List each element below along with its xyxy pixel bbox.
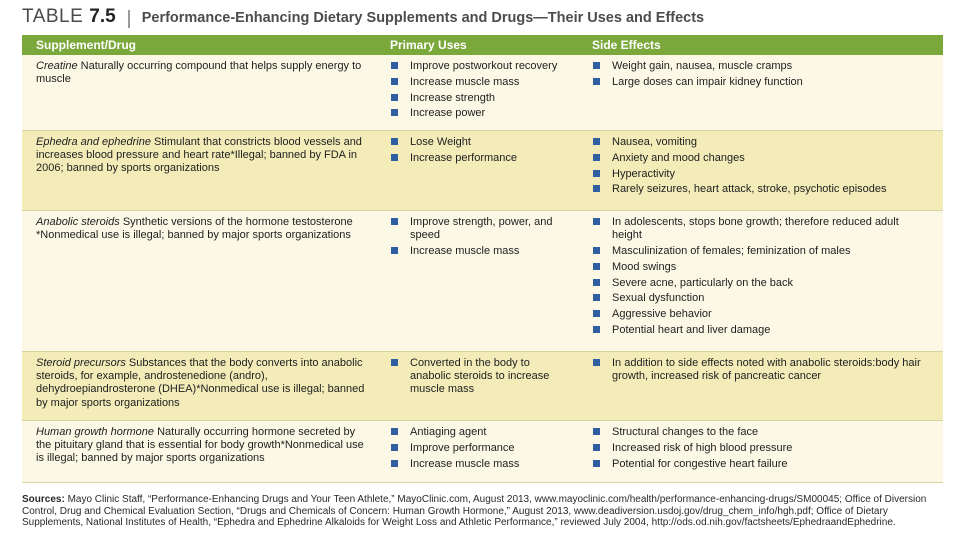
table-caption: Performance-Enhancing Dietary Supplements and Drugs—Their Uses and Effects: [141, 10, 705, 26]
square-bullet-icon: [391, 154, 398, 161]
side-effect-item: [592, 426, 922, 439]
side-effect-item-text: Weight gain, nausea, muscle cramps: [612, 60, 793, 72]
side-effects-cell: [592, 426, 922, 473]
primary-uses-cell: [390, 216, 562, 261]
side-effect-item-text: Large doses can impair kidney function: [612, 75, 803, 88]
header-side-effects: Side Effects: [592, 38, 661, 52]
primary-use-item: [390, 136, 562, 149]
side-effect-item: [592, 183, 922, 196]
side-effect-item: [592, 442, 922, 455]
side-effect-item: [592, 324, 922, 337]
side-effect-item: [592, 277, 922, 290]
primary-uses-cell: [390, 136, 562, 168]
primary-use-item-text: Lose Weight: [410, 136, 471, 148]
square-bullet-icon: [593, 62, 600, 69]
side-effect-item: [592, 216, 922, 242]
table-body: [22, 55, 943, 483]
square-bullet-icon: [391, 460, 398, 467]
square-bullet-icon: [593, 310, 600, 317]
supplement-name: Steroid precursors: [36, 357, 126, 369]
supplement-name: Creatine: [36, 60, 78, 72]
supplements-table: [22, 35, 943, 483]
square-bullet-icon: [593, 170, 600, 177]
supplement-name: Ephedra and ephedrine: [36, 136, 151, 148]
square-bullet-icon: [593, 294, 600, 301]
table-label: TABLE: [22, 6, 84, 27]
primary-use-item: [390, 442, 562, 455]
primary-use-item: [390, 76, 562, 89]
square-bullet-icon: [391, 94, 398, 101]
supplement-cell: [36, 216, 372, 242]
side-effects-cell: [592, 357, 922, 386]
table-row: [22, 352, 943, 421]
supplement-cell: [36, 136, 372, 176]
square-bullet-icon: [593, 78, 600, 85]
side-effect-item: [592, 458, 922, 471]
primary-use-item-text: Increase muscle mass: [410, 245, 520, 257]
side-effect-item: [592, 76, 922, 89]
primary-use-item: [390, 107, 562, 120]
side-effect-item: [592, 308, 922, 321]
square-bullet-icon: [391, 444, 398, 451]
primary-use-item-text: Improve postworkout recovery: [410, 60, 558, 72]
side-effects-cell: [592, 136, 922, 199]
supplement-cell: [36, 60, 372, 86]
supplement-cell: [36, 357, 372, 410]
primary-use-item: [390, 357, 562, 397]
header-primary-uses: Primary Uses: [390, 38, 467, 52]
primary-use-item-text: Improve performance: [410, 441, 515, 454]
side-effect-item: [592, 168, 922, 181]
square-bullet-icon: [593, 154, 600, 161]
square-bullet-icon: [593, 279, 600, 286]
side-effect-item-text: In addition to side effects noted with anabolic steroids:body hair growth, increased risk of pancreatic cancer: [612, 357, 921, 383]
square-bullet-icon: [593, 218, 600, 225]
square-bullet-icon: [391, 247, 398, 254]
side-effect-item-text: Mood swings: [612, 260, 677, 273]
primary-uses-cell: [390, 426, 562, 473]
side-effect-item-text: Potential for congestive heart failure: [612, 457, 788, 470]
side-effect-item-text: Aggressive behavior: [612, 308, 712, 321]
supplement-description: Naturally occurring hormone secreted by the pituitary gland that is essential for body growth*Nonmedical use is illegal; banned by major sports organizations: [36, 426, 364, 465]
side-effect-item-text: Anxiety and mood changes: [612, 151, 745, 164]
side-effect-item-text: Rarely seizures, heart attack, stroke, psychotic episodes: [612, 183, 887, 196]
primary-use-item: [390, 245, 562, 258]
side-effects-cell: [592, 216, 922, 340]
side-effect-item: [592, 357, 922, 383]
supplement-description: Substances that the body converts into anabolic steroids, for example, androstenedione (andro), dehydroepiandrosterone (DHEA)*Nonmedical use is illegal; banned by major sports organizations: [36, 357, 365, 409]
primary-use-item: [390, 458, 562, 471]
primary-use-item-text: Converted in the body to anabolic steroids to increase muscle mass: [410, 357, 550, 396]
supplement-name: Anabolic steroids: [36, 216, 120, 228]
sources-label: Sources:: [22, 494, 65, 505]
square-bullet-icon: [593, 460, 600, 467]
square-bullet-icon: [391, 138, 398, 145]
square-bullet-icon: [593, 247, 600, 254]
supplement-description: Stimulant that constricts blood vessels and increases blood pressure and heart rate*Illegal; banned by FDA in 2006; banned by sports organizations: [36, 136, 362, 175]
square-bullet-icon: [593, 428, 600, 435]
square-bullet-icon: [593, 185, 600, 192]
side-effect-item-text: Sexual dysfunction: [612, 292, 705, 305]
square-bullet-icon: [593, 444, 600, 451]
sources-text: Mayo Clinic Staff, “Performance-Enhancing Drugs and Your Teen Athlete,” MayoClinic.com, August 2013, www.mayoclinic.com/health/performance-enhancing-drugs/SM00045; Office of Diversion Control, Drug and Chemical Evaluation Section, “Drugs and Chemicals of Concern: Human Growth Hormone,” August 2013, www.deadiversion.usdoj.gov/drug_chem_info/hgh.pdf; Office of Dietary Supplements, National Institutes of Health, “Ephedra and Ephedrine Alkaloids for Weight Loss and Athletic Performance,” reviewed July 2004, http://ods.od.nih.gov/factsheets/EphedraandEphedrine.: [22, 494, 927, 529]
side-effect-item-text: In adolescents, stops bone growth; therefore reduced adult height: [612, 216, 899, 242]
supplement-name: Human growth hormone: [36, 426, 155, 438]
side-effect-item: [592, 261, 922, 274]
supplement-cell: [36, 426, 372, 466]
sources-note: [22, 494, 937, 529]
square-bullet-icon: [593, 326, 600, 333]
side-effect-item-text: Hyperactivity: [612, 167, 675, 180]
primary-use-item-text: Improve strength, power, and speed: [410, 216, 553, 242]
side-effect-item: [592, 136, 922, 149]
supplement-description: Synthetic versions of the hormone testosterone *Nonmedical use is illegal; banned by major sports organizations: [36, 216, 353, 242]
side-effect-item: [592, 245, 922, 258]
square-bullet-icon: [391, 428, 398, 435]
table-row: [22, 421, 943, 483]
side-effect-item-text: Masculinization of females; feminization of males: [612, 245, 851, 257]
primary-use-item-text: Antiaging agent: [410, 426, 487, 438]
table-title: [22, 6, 942, 32]
side-effect-item-text: Structural changes to the face: [612, 426, 759, 438]
square-bullet-icon: [391, 218, 398, 225]
side-effect-item-text: Severe acne, particularly on the back: [612, 276, 793, 289]
side-effect-item: [592, 152, 922, 165]
table-header: [22, 35, 943, 55]
supplement-description: Naturally occurring compound that helps supply energy to muscle: [36, 60, 362, 86]
square-bullet-icon: [391, 62, 398, 69]
header-supplement-drug: Supplement/Drug: [36, 38, 137, 52]
title-divider: [128, 10, 130, 28]
side-effect-item: [592, 292, 922, 305]
primary-uses-cell: [390, 60, 562, 123]
side-effect-item-text: Potential heart and liver damage: [612, 323, 771, 336]
primary-use-item-text: Increase muscle mass: [410, 457, 520, 470]
square-bullet-icon: [593, 263, 600, 270]
table-row: [22, 131, 943, 211]
square-bullet-icon: [593, 138, 600, 145]
square-bullet-icon: [391, 78, 398, 85]
primary-use-item-text: Increase performance: [410, 151, 517, 164]
primary-use-item: [390, 60, 562, 73]
primary-use-item-text: Increase power: [410, 107, 486, 120]
side-effect-item-text: Nausea, vomiting: [612, 136, 697, 148]
table-row: [22, 211, 943, 352]
primary-use-item-text: Increase muscle mass: [410, 75, 520, 88]
table-row: [22, 55, 943, 131]
primary-use-item: [390, 216, 562, 242]
side-effects-cell: [592, 60, 922, 92]
primary-use-item-text: Increase strength: [410, 91, 495, 104]
primary-use-item: [390, 426, 562, 439]
primary-use-item: [390, 92, 562, 105]
square-bullet-icon: [391, 109, 398, 116]
side-effect-item: [592, 60, 922, 73]
primary-use-item: [390, 152, 562, 165]
square-bullet-icon: [391, 359, 398, 366]
table-number: 7.5: [89, 6, 116, 27]
side-effect-item-text: Increased risk of high blood pressure: [612, 441, 793, 454]
primary-uses-cell: [390, 357, 562, 399]
square-bullet-icon: [593, 359, 600, 366]
